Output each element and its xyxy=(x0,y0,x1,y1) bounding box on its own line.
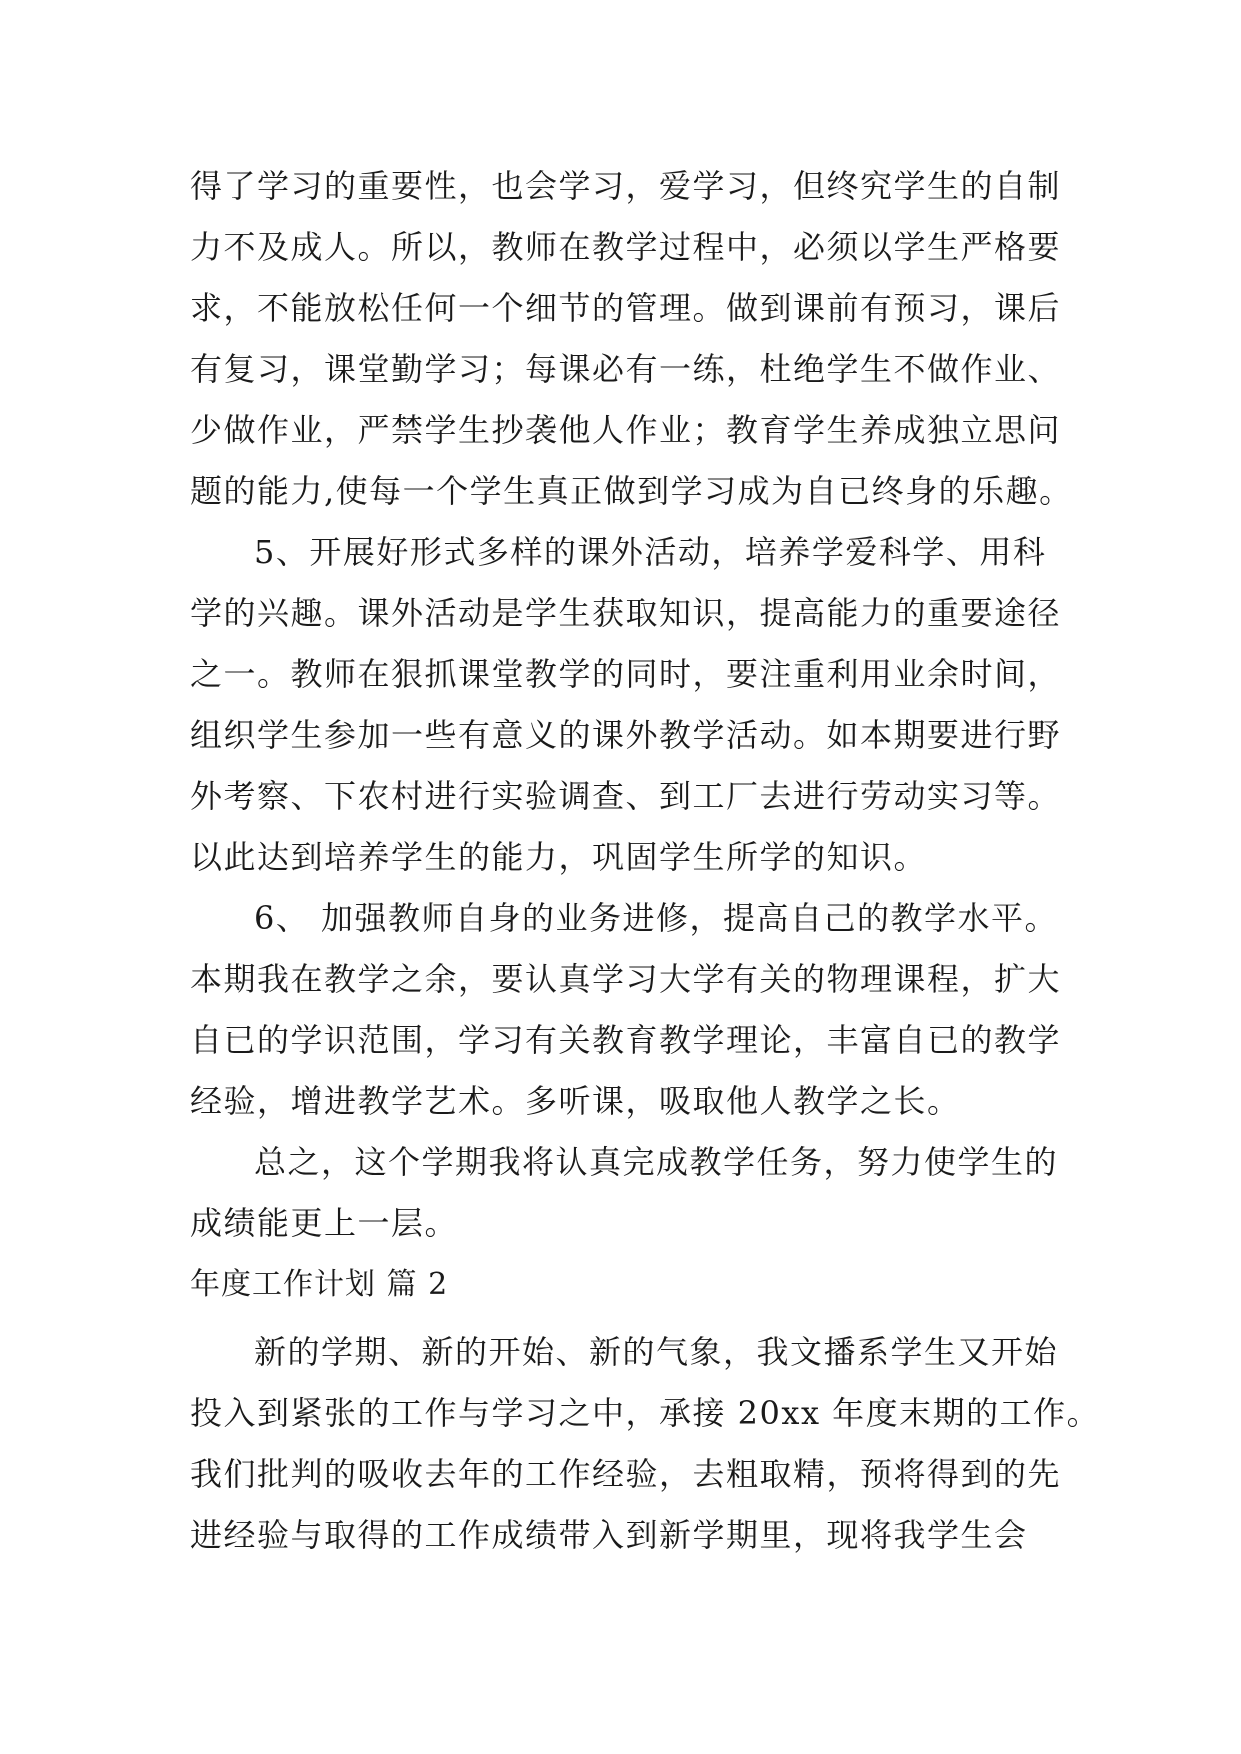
body-text-part-1 xyxy=(190,156,1073,1254)
text-line: 有复习，课堂勤学习；每课必有一练，杜绝学生不做作业、 xyxy=(190,350,1062,388)
text-line: 求，不能放松任何一个细节的管理。做到课前有预习，课后 xyxy=(190,289,1062,327)
text-line: 之一。教师在狠抓课堂教学的同时，要注重利用业余时间， xyxy=(190,655,1062,693)
text-line: 学的兴趣。课外活动是学生获取知识，提高能力的重要途径 xyxy=(190,594,1062,632)
text-line: 本期我在教学之余，要认真学习大学有关的物理课程，扩大 xyxy=(190,960,1062,998)
text-line: 进经验与取得的工作成绩带入到新学期里，现将我学生会 xyxy=(190,1516,1028,1554)
text-line: 外考察、下农村进行实验调查、到工厂去进行劳动实习等。 xyxy=(190,777,1062,815)
text-line: 得了学习的重要性，也会学习，爱学习，但终究学生的自制 xyxy=(190,167,1062,205)
text-line: 少做作业，严禁学生抄袭他人作业；教育学生养成独立思问 xyxy=(190,411,1062,449)
text-line: 题的能力,使每一个学生真正做到学习成为自已终身的乐趣。 xyxy=(190,472,1073,510)
paragraph-start-line: 新的学期、新的开始、新的气象，我文播系学生又开始 xyxy=(254,1333,1059,1371)
text-line: 我们批判的吸收去年的工作经验，去粗取精，预将得到的先 xyxy=(190,1455,1062,1493)
text-line: 力不及成人。所以，教师在教学过程中，必须以学生严格要 xyxy=(190,228,1062,266)
text-line: 经验，增进教学艺术。多听课，吸取他人教学之长。 xyxy=(190,1082,961,1120)
section-heading: 年度工作计划 篇 2 xyxy=(190,1267,449,1302)
body-text-part-2 xyxy=(190,1322,1101,1566)
text-line: 组织学生参加一些有意义的课外教学活动。如本期要进行野 xyxy=(190,716,1062,754)
paragraph-start-line: 6、 加强教师自身的业务进修，提高自己的教学水平。 xyxy=(254,899,1059,937)
text-line: 成绩能更上一层。 xyxy=(190,1204,459,1242)
text-line: 投入到紧张的工作与学习之中，承接 20xx 年度末期的工作。 xyxy=(190,1394,1101,1432)
paragraph-start-line: 总之，这个学期我将认真完成教学任务，努力使学生的 xyxy=(254,1143,1059,1181)
text-line: 自已的学识范围，学习有关教育教学理论，丰富自已的教学 xyxy=(190,1021,1062,1059)
text-line: 以此达到培养学生的能力，巩固学生所学的知识。 xyxy=(190,838,928,876)
paragraph-start-line: 5、开展好形式多样的课外活动，培养学爱科学、用科 xyxy=(254,533,1047,571)
